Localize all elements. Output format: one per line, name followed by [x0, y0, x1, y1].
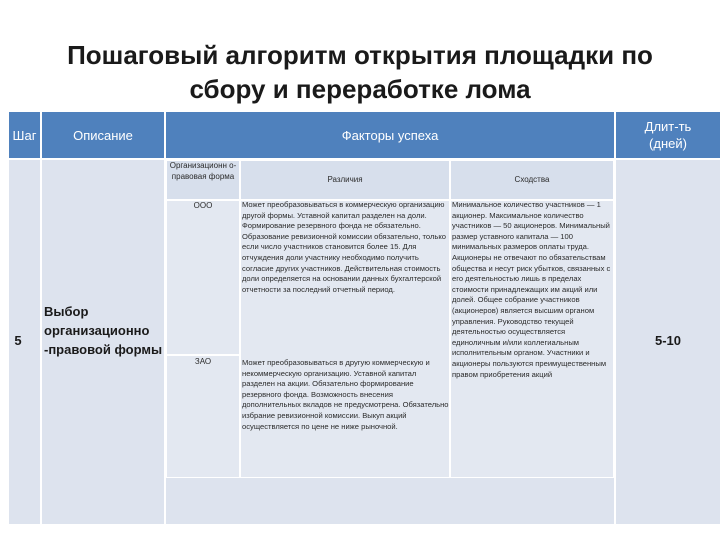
inner-cell-zao-form — [166, 355, 240, 478]
title-line-1: Пошаговый алгоритм открытия площадки по — [67, 40, 653, 70]
inner-cell-ooo-form — [166, 200, 240, 355]
ooo-differences-text: Может преобразовываться в коммерческую организацию другой формы. Уставной капитал разделен на доли. Формирование резервного фонда не обязательно. Образование ревизионной комиссии обязательно, только если число участников становится более 15. Для отчуждения доли участнику необходимо получить согласие других участников. Действительная стоимость доли определяется на основании данных бухгалтерской отчетности за последний отчетный период. — [242, 200, 446, 294]
zao-differences-text: Может преобразовываться в другую коммерческую и некоммерческую организацию. Уставной капитал разделен на акции. Обязательно формирование резервного фонда. Возможность внесения дополнительных вкладов не предусмотрена. Обязательно избрание ревизионной комиссии. Выкуп акций осуществляется по цене не ниже рыночной. — [242, 358, 449, 431]
header-factors: Факторы успеха — [166, 112, 614, 158]
step-description: Выбор организационно -правовой формы — [44, 304, 163, 357]
form-ooo-label: ООО — [193, 201, 213, 210]
step-number: 5 — [14, 333, 22, 348]
title-line-2: сбору и переработке лома — [189, 74, 531, 104]
page-title — [0, 38, 720, 106]
header-step: Шаг — [9, 112, 40, 158]
header-duration: Длит-ть (дней) — [616, 112, 720, 158]
step-duration: 5-10 — [654, 333, 682, 348]
inner-header-differences-label: Различия — [327, 175, 363, 184]
comparison-table — [166, 160, 614, 478]
inner-header-form-label: Организационн о-правовая форма — [169, 161, 237, 181]
header-description: Описание — [42, 112, 164, 158]
inner-header-similarities-label: Сходства — [514, 175, 550, 184]
form-zao-label: ЗАО — [194, 357, 212, 366]
similarities-text: Минимальное количество участников — 1 акционер. Максимальное количество участников — 50 акционеров. Минимальный размер уставного капитала — 100 минимальных размеров оплаты труда. Акционеры не отвечают по обязательствам общества и несут риск убытков, связанных с его деятельностью лишь в пределах стоимости принадлежащих им акций или долей. Общее собрание участников (акционеров) является высшим органом управления. Руководство текущей деятельностью осуществляется единоличным и/или коллегиальным исполнительным органом. Участники и акционеры пользуются преимущественным правом приобретения акций — [452, 200, 611, 379]
